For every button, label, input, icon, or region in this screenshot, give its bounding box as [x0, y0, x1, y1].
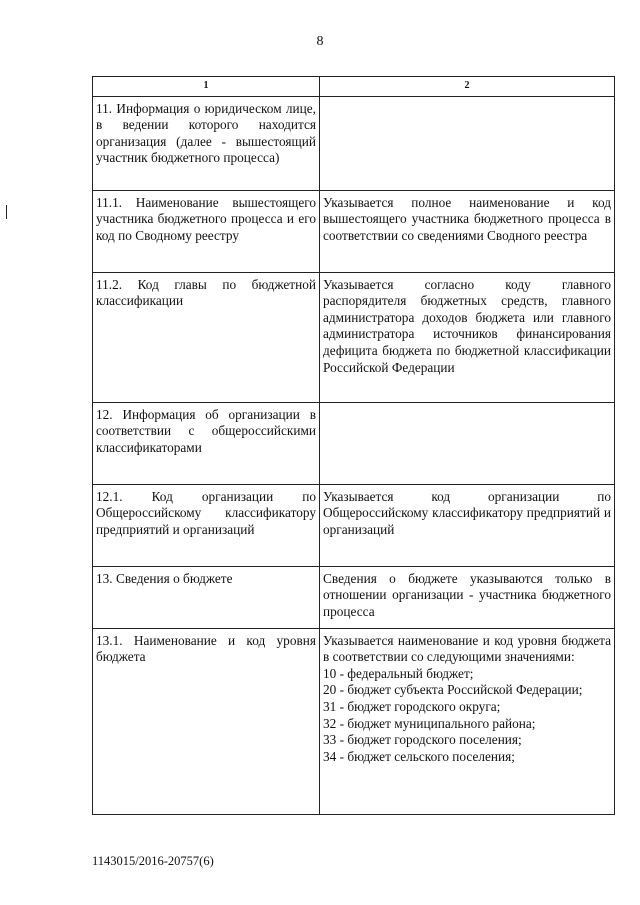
row-12-label: 12. Информация об организации в соответствии с общероссийскими классификаторами: [93, 402, 320, 484]
row-13-1-description: [320, 628, 615, 814]
table-row: [93, 628, 615, 814]
row-12-1-label: 12.1. Код организации по Общероссийскому классификатору предприятий и организаций: [93, 484, 320, 566]
row-13-description: Сведения о бюджете указываются только в отношении организации - участника бюджетного процесса: [320, 566, 615, 628]
table-row: [93, 272, 615, 402]
column-header-2: 2: [320, 77, 615, 97]
budget-level-item: 20 - бюджет субъекта Российской Федерации;: [323, 682, 583, 698]
margin-mark: [6, 205, 7, 219]
row-13-1-label: 13.1. Наименование и код уровня бюджета: [93, 628, 320, 814]
row-11-1-label: 11.1. Наименование вышестоящего участника бюджетного процесса и его код по Сводному реестру: [93, 190, 320, 272]
table-row: [93, 190, 615, 272]
table-row: [93, 566, 615, 628]
budget-level-item: 32 - бюджет муниципального района;: [323, 715, 536, 731]
row-12-description: [320, 402, 615, 484]
row-11-label: 11. Информация о юридическом лице, в ведении которого находится организация (далее - вышестоящий участник бюджетного процесса): [93, 96, 320, 190]
budget-level-item: 31 - бюджет городского округа;: [323, 698, 501, 714]
table-row: [93, 402, 615, 484]
budget-level-item: 34 - бюджет сельского поселения;: [323, 748, 515, 764]
page-number: 8: [316, 34, 324, 49]
row-11-2-label: 11.2. Код главы по бюджетной классификации: [93, 272, 320, 402]
row-11-1-description: Указывается полное наименование и код вышестоящего участника бюджетного процесса в соответствии со сведениями Сводного реестра: [320, 190, 615, 272]
row-11-description: [320, 96, 615, 190]
budget-level-intro: Указывается наименование и код уровня бюджета в соответствии со следующими значениями:: [323, 632, 611, 665]
column-header-1: 1: [93, 77, 320, 97]
row-13-label: 13. Сведения о бюджете: [93, 566, 320, 628]
table-header-row: [93, 77, 615, 97]
row-11-2-description: Указывается согласно коду главного распорядителя бюджетных средств, главного администратора доходов бюджета или главного администратора источников финансирования дефицита бюджета по бюджетной классификации Российской Федерации: [320, 272, 615, 402]
table-row: [93, 96, 615, 190]
budget-level-item: 33 - бюджет городского поселения;: [323, 732, 522, 748]
table-row: [93, 484, 615, 566]
row-12-1-description: Указывается код организации по Общероссийскому классификатору предприятий и организаций: [320, 484, 615, 566]
budget-level-item: 10 - федеральный бюджет;: [323, 665, 474, 681]
document-table: [92, 76, 615, 815]
document-code: 1143015/2016-20757(6): [92, 854, 214, 868]
